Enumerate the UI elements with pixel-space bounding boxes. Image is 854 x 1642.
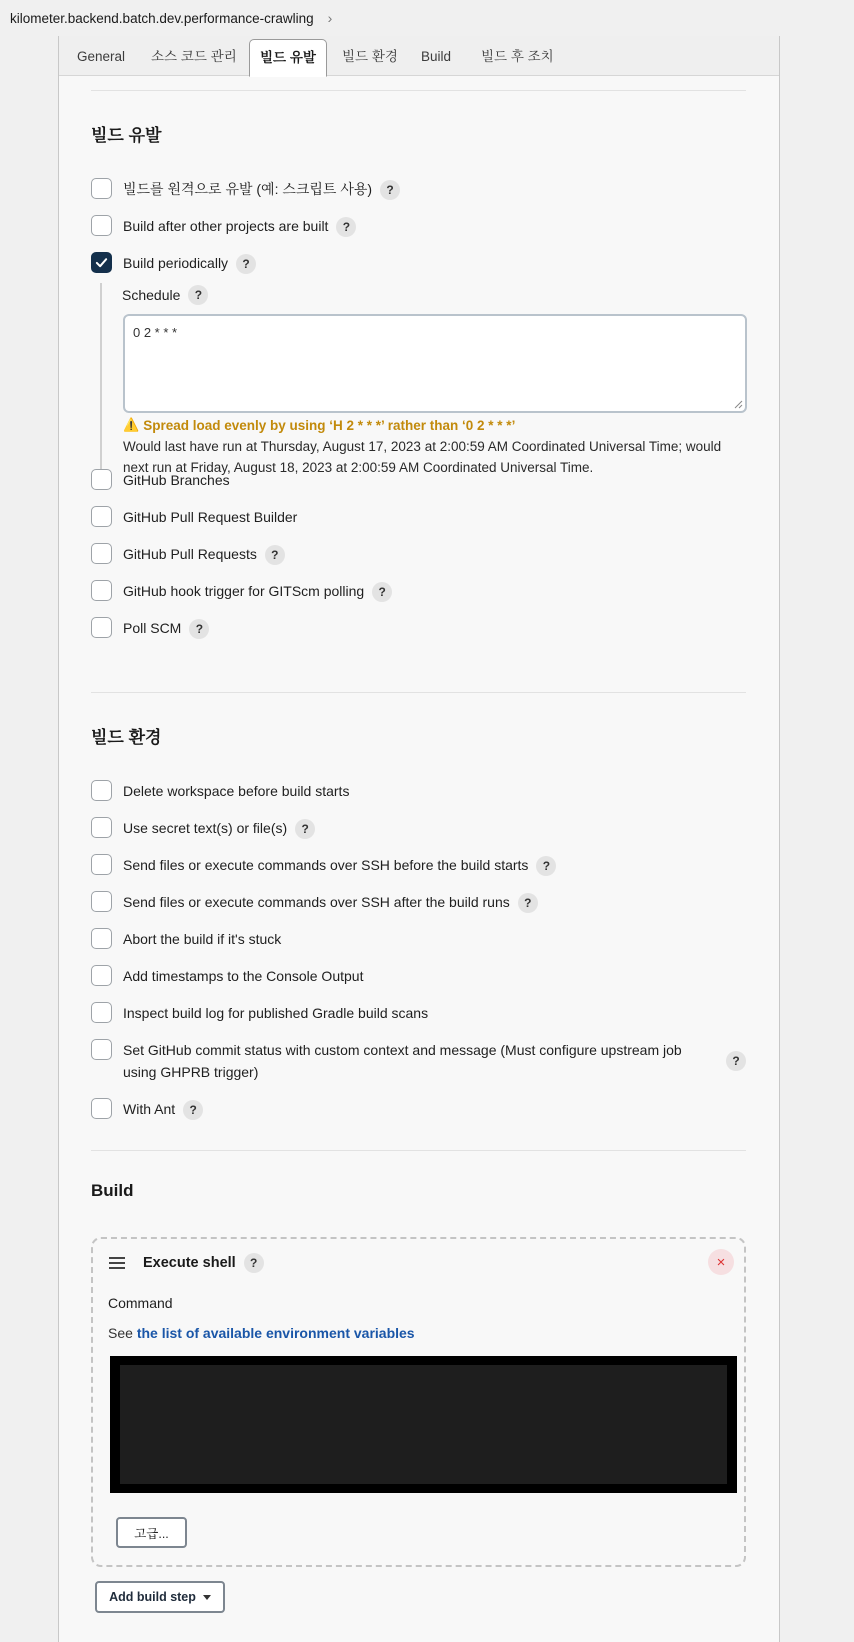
option-github-pr-builder (91, 506, 297, 528)
help-icon[interactable]: ? (518, 893, 538, 913)
advanced-button[interactable]: 고급... (116, 1517, 187, 1548)
option-gradle-scans (91, 1002, 428, 1024)
option-with-ant (91, 1098, 203, 1120)
checkbox[interactable] (91, 817, 112, 838)
section-title-triggers: 빌드 유발 (91, 126, 162, 145)
add-build-step-button[interactable]: Add build step (95, 1581, 225, 1613)
option-label: GitHub Pull Requests ? (123, 543, 285, 565)
option-ssh-after (91, 891, 538, 913)
command-editor[interactable] (110, 1356, 737, 1493)
env-vars-hint: See the list of available environment variables (108, 1325, 415, 1341)
resize-handle-icon[interactable] (734, 400, 743, 409)
warning-icon: ⚠️ (123, 417, 140, 432)
help-icon[interactable]: ? (189, 619, 209, 639)
option-label: Build periodically ? (123, 252, 256, 274)
caret-down-icon (203, 1595, 211, 1600)
divider (91, 90, 746, 91)
tab-build-environment[interactable]: 빌드 환경 (342, 49, 398, 64)
schedule-warning: ⚠️ Spread load evenly by using ‘H 2 * * *’ rather than ‘0 2 * * *’ (123, 417, 516, 433)
checkbox[interactable] (91, 1002, 112, 1023)
checkbox[interactable] (91, 178, 112, 199)
option-label: Add timestamps to the Console Output (123, 968, 364, 984)
section-tabs (59, 36, 779, 76)
option-label: With Ant ? (123, 1098, 203, 1120)
build-step-execute-shell (91, 1237, 746, 1567)
help-icon[interactable]: ? (726, 1051, 746, 1071)
option-delete-workspace (91, 780, 349, 802)
checkbox[interactable] (91, 469, 112, 490)
option-github-hook-trigger (91, 580, 392, 602)
option-label: Send files or execute commands over SSH after the build runs ? (123, 891, 538, 913)
help-icon[interactable]: ? (536, 856, 556, 876)
schedule-label: Schedule ? (122, 285, 208, 305)
option-label: Inspect build log for published Gradle build scans (123, 1005, 429, 1021)
option-label: Build after other projects are built ? (123, 215, 356, 237)
command-label: Command (108, 1295, 173, 1311)
checkbox[interactable] (91, 965, 112, 986)
tab-post-build-actions[interactable]: 빌드 후 조치 (481, 49, 554, 64)
help-icon[interactable]: ? (372, 582, 392, 602)
option-github-branches (91, 469, 230, 491)
help-icon[interactable]: ? (183, 1100, 203, 1120)
checkbox-checked[interactable] (91, 252, 112, 273)
option-label: Abort the build if it's stuck (123, 931, 282, 947)
config-panel (58, 36, 780, 1642)
checkbox[interactable] (91, 780, 112, 801)
help-icon[interactable]: ? (265, 545, 285, 565)
help-icon[interactable]: ? (336, 217, 356, 237)
option-label: Send files or execute commands over SSH before the build starts ? (123, 854, 556, 876)
checkmark-icon (95, 256, 108, 269)
option-build-after-other (91, 215, 356, 237)
option-add-timestamps (91, 965, 363, 987)
help-icon[interactable]: ? (244, 1253, 264, 1273)
breadcrumb-job-link[interactable]: kilometer.backend.batch.dev.performance-crawling (10, 10, 314, 26)
option-github-pull-requests (91, 543, 285, 565)
divider (91, 692, 746, 693)
option-github-commit-status (91, 1039, 746, 1083)
option-use-secret (91, 817, 315, 839)
checkbox[interactable] (91, 580, 112, 601)
schedule-value: 0 2 * * * (133, 325, 178, 340)
help-icon[interactable]: ? (188, 285, 208, 305)
schedule-textarea[interactable] (123, 314, 747, 413)
checkbox[interactable] (91, 928, 112, 949)
tab-build-triggers[interactable]: 빌드 유발 (249, 39, 327, 77)
help-icon[interactable]: ? (236, 254, 256, 274)
checkbox[interactable] (91, 543, 112, 564)
divider (91, 1150, 746, 1151)
section-title-build: Build (91, 1181, 134, 1200)
close-icon[interactable]: × (708, 1249, 734, 1275)
drag-handle-icon[interactable] (109, 1257, 125, 1269)
schedule-block (100, 283, 748, 475)
option-label: GitHub hook trigger for GITScm polling ? (123, 580, 392, 602)
checkbox[interactable] (91, 617, 112, 638)
breadcrumb (0, 0, 854, 36)
option-label: GitHub Branches (123, 472, 230, 488)
checkbox[interactable] (91, 854, 112, 875)
checkbox[interactable] (91, 1039, 112, 1060)
chevron-right-icon[interactable]: › (327, 10, 333, 26)
section-title-build-env: 빌드 환경 (91, 728, 162, 747)
tab-general[interactable]: General (77, 49, 126, 64)
checkbox[interactable] (91, 506, 112, 527)
checkbox[interactable] (91, 215, 112, 236)
option-poll-scm (91, 617, 209, 639)
option-remote-trigger (91, 178, 400, 200)
step-title: Execute shell ? (143, 1253, 264, 1273)
help-icon[interactable]: ? (380, 180, 400, 200)
checkbox[interactable] (91, 891, 112, 912)
checkbox[interactable] (91, 1098, 112, 1119)
option-label: GitHub Pull Request Builder (123, 509, 298, 525)
command-editor-content[interactable] (120, 1365, 727, 1484)
help-icon[interactable]: ? (295, 819, 315, 839)
schedule-info: Would last have run at Thursday, August 17, 2023 at 2:00:59 AM Coordinated Universal Time; would next run at Friday, August 18, 2023 at 2:00:59 AM Coordinated Universal Time. (123, 439, 722, 475)
env-vars-link[interactable]: the list of available environment variables (136, 1325, 415, 1341)
option-build-periodically (91, 252, 256, 274)
option-label: Delete workspace before build starts (123, 783, 350, 799)
option-label: 빌드를 원격으로 유발 (예: 스크립트 사용) ? (123, 178, 400, 200)
option-ssh-before (91, 854, 556, 876)
option-abort-stuck (91, 928, 281, 950)
option-label: Poll SCM ? (123, 617, 209, 639)
tab-build[interactable]: Build (421, 49, 452, 64)
option-label: Use secret text(s) or file(s) ? (123, 817, 315, 839)
option-label: Set GitHub commit status with custom context and message (Must configure upstream job using GHPRB trigger) (123, 1042, 682, 1080)
tab-scm[interactable]: 소스 코드 관리 (151, 49, 237, 64)
